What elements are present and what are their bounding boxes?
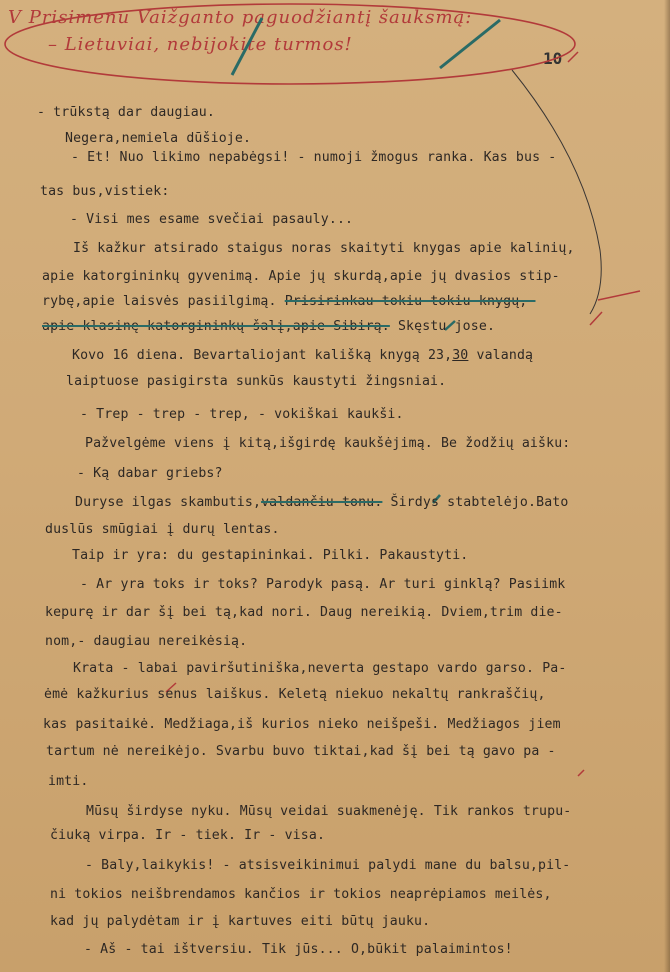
text-line: apie katorgininkų gyvenimą. Apie jų skurdą,apie jų dvasios stip- xyxy=(42,269,560,284)
text-fragment: Skęstu jose. xyxy=(397,319,496,334)
text-line: - Et! Nuo likimo nepabėgsi! - numoji žmogus ranka. Kas bus - xyxy=(71,150,557,165)
text-line: nom,- daugiau nereikėsią. xyxy=(45,634,248,649)
text-fragment: valandą xyxy=(476,348,534,363)
text-line: imti. xyxy=(48,774,89,789)
underlined-fragment: 30 xyxy=(452,348,469,363)
text-line: kepurę ir dar šį bei tą,kad nori. Daug nereikią. Dviem,trim die- xyxy=(45,605,563,620)
text-line: - Visi mes esame svečiai pasauly... xyxy=(70,212,354,227)
red-mark-2 xyxy=(590,312,602,325)
text-line: - trūkstą dar daugiau. xyxy=(37,105,215,120)
text-line: - Ar yra toks ir toks? Parodyk pasą. Ar turi ginklą? Pasiimk xyxy=(80,577,566,592)
text-line: Krata - labai paviršutiniška,neverta gestapo vardo garso. Pa- xyxy=(73,661,567,676)
text-line: Mūsų širdyse nyku. Mūsų veidai suakmenėję. Tik rankos trupu- xyxy=(86,804,572,819)
handwritten-annotation xyxy=(8,4,568,58)
text-fragment: rybę,apie laisvės pasiilgimą. xyxy=(42,294,277,309)
text-line xyxy=(42,293,535,311)
text-fragment: Duryse ilgas skambutis, xyxy=(75,495,262,510)
text-line: čiuką virpa. Ir - tiek. Ir - visa. xyxy=(50,828,326,843)
text-line: Negera,nemiela dūšioje. xyxy=(65,131,252,146)
text-line: kad jų palydėtam ir į kartuves eiti būtų jauku. xyxy=(50,914,431,929)
text-line: ėmė kažkurius senus laiškus. Keletą niekuo nekaltų rankraščių, xyxy=(44,687,546,702)
page-number: 10 xyxy=(543,49,563,68)
text-fragment: Kovo 16 diena. Bevartaliojant kališką knygą 23, xyxy=(72,348,453,363)
text-line: duslūs smūgiai į durų lentas. xyxy=(45,522,280,537)
text-line: tartum nė nereikėjo. Svarbu buvo tiktai,kad šį bei tą gavo pa - xyxy=(46,744,556,759)
text-line: laiptuose pasigirsta sunkūs kaustyti žingsniai. xyxy=(66,374,447,389)
page-edge-shadow xyxy=(664,0,670,972)
red-mark-5 xyxy=(578,770,584,776)
text-line: kas pasitaikė. Medžiaga,iš kurios nieko neišpeši. Medžiagos jiem xyxy=(43,717,561,732)
text-line: Iš kažkur atsirado staigus noras skaityti knygas apie kalinių, xyxy=(73,241,575,256)
red-mark-1 xyxy=(568,52,578,62)
text-line xyxy=(75,494,568,512)
text-line: Taip ir yra: du gestapininkai. Pilki. Pakaustyti. xyxy=(72,548,469,563)
text-line: tas bus,vistiek: xyxy=(40,184,170,199)
red-mark-4 xyxy=(598,291,640,300)
text-line xyxy=(42,318,495,336)
struck-fragment: apie klasinę katorgininkų šalį,apie Sibirą. xyxy=(42,319,390,334)
text-line: - Ką dabar griebs? xyxy=(77,466,223,481)
text-line: - Trep - trep - trep, - vokiškai kaukši. xyxy=(80,407,404,422)
annotation-line-1: V Prisimenu Vaižganto paguodžiantį šauksmą: xyxy=(8,7,473,28)
annotation-line-2: – Lietuviai, nebijokite turmos! xyxy=(48,34,353,55)
text-line: - Baly,laikykis! - atsisveikinimui palydi mane du balsu,pil- xyxy=(85,858,571,873)
struck-fragment: Prisirinkau tokiu tokiu knygų,- xyxy=(284,294,536,309)
text-line xyxy=(72,347,533,365)
text-line: Pažvelgėme viens į kitą,išgirdę kaukšėjimą. Be žodžių aišku: xyxy=(85,436,571,451)
text-line: - Aš - tai ištversiu. Tik jūs... O,būkit palaimintos! xyxy=(84,942,513,957)
struck-fragment: valdančiu tonu. xyxy=(261,495,383,510)
text-line: ni tokios neišbrendamos kančios ir tokios neaprėpiamos meilės, xyxy=(50,887,552,902)
text-fragment: Širdys stabtelėjo.Bato xyxy=(390,495,569,510)
